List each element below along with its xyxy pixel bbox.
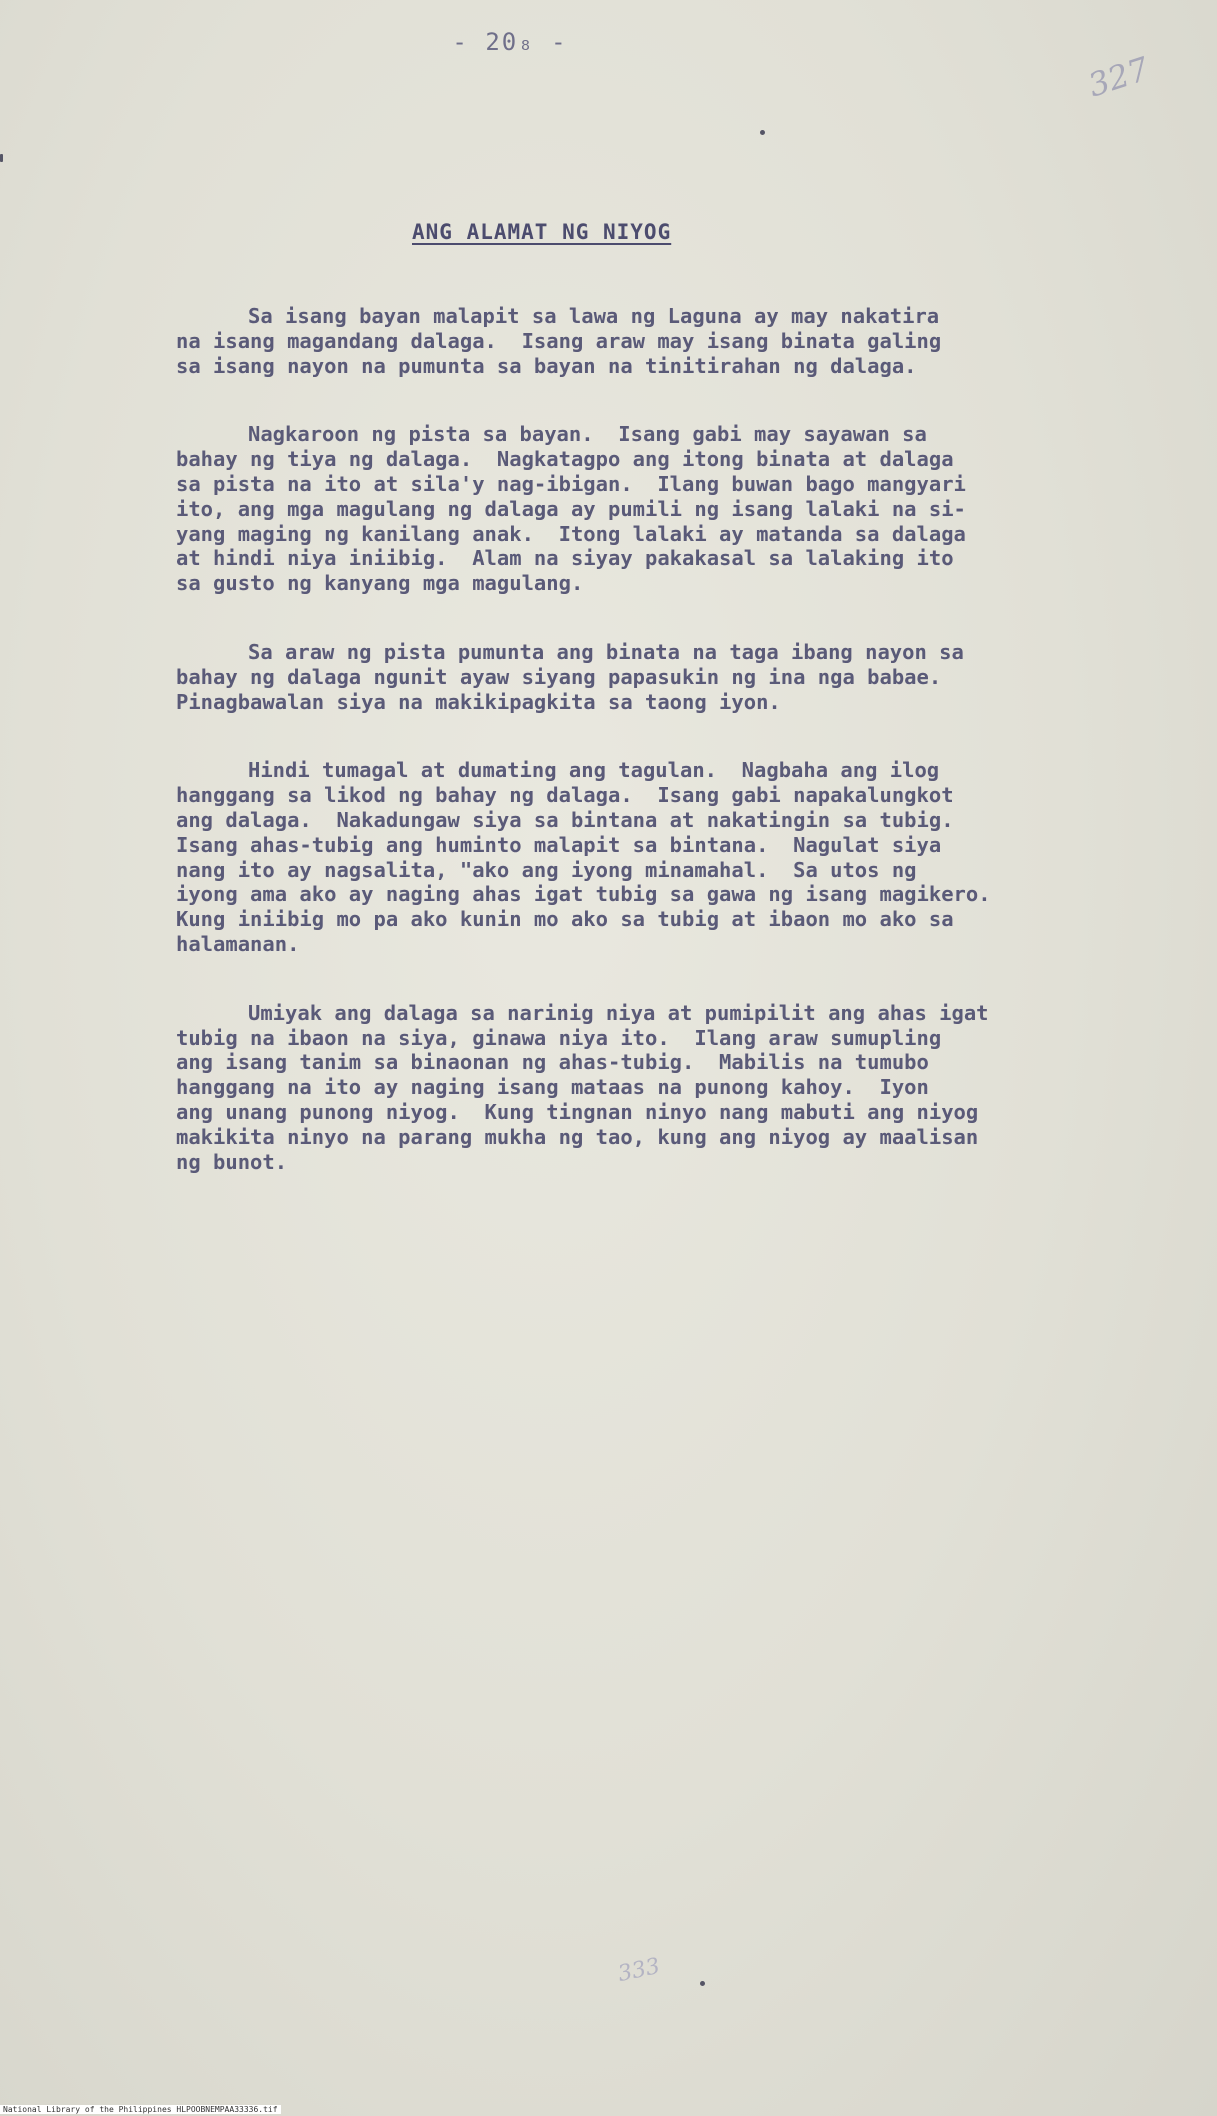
paragraph-4: Hindi tumagal at dumating ang tagulan. Nagbaha ang ilog hanggang sa likod ng bahay ng dalaga. Isang gabi napakalungkot ang dalaga. Nakadungaw siya sa bintana at nakatingin sa tubig. Isang ahas-tubig ang huminto malapit sa bintana. Nagulat siya nang ito ay nagsalita, "ako ang iyong minamahal. Sa utos ng iyong ama ako ay naging ahas igat tubig sa gawa ng isang magikero. Kung iniibig mo pa ako kunin mo ako sa tubig at ibaon mo ako sa halamanan.: [176, 758, 991, 956]
paragraph-2: Nagkaroon ng pista sa bayan. Isang gabi may sayawan sa bahay ng tiya ng dalaga. Nagkatagpo ang itong binata at dalaga sa pista na ito at sila'y nag-ibigan. Ilang buwan bago mangyari ito, ang mga magulang ng dalaga ay pumili ng isang lalaki na si- yang maging ng kanilang anak. Itong lalaki ay matanda sa dalaga at hindi niya iniibig. Alam na siyay pakakasal sa lalaking ito sa gusto ng kanyang mga magulang.: [176, 422, 966, 596]
handwritten-folio-number: 327: [1083, 49, 1154, 105]
page-number: - 20₈ -: [452, 28, 568, 56]
paragraph-3: Sa araw ng pista pumunta ang binata na taga ibang nayon sa bahay ng dalaga ngunit ayaw siyang papasukin ng ina nga babae. Pinagbawalan siya na makikipagkita sa taong iyon.: [176, 639, 964, 714]
ink-speck: [760, 130, 765, 135]
ink-speck: [700, 1981, 705, 1986]
document-title: ANG ALAMAT NG NIYOG: [412, 220, 672, 244]
footer-credit: National Library of the Philippines HLPOOBNEMPAA33336.tif: [0, 2105, 281, 2114]
paragraph-5: Umiyak ang dalaga sa narinig niya at pumipilit ang ahas igat tubig na ibaon na siya, ginawa niya ito. Ilang araw sumupling ang isang tanim sa binaonan ng ahas-tubig. Mabilis na tumubo hanggang na ito ay naging isang mataas na punong kahoy. Iyon ang unang punong niyog. Kung tingnan ninyo nang mabuti ang niyog makikita ninyo na parang mukha ng tao, kung ang niyog ay maalisan ng bunot.: [176, 1000, 989, 1174]
story-body: [176, 304, 1116, 1218]
paragraph-1: Sa isang bayan malapit sa lawa ng Laguna ay may nakatira na isang magandang dalaga. Isang araw may isang binata galing sa isang nayon na pumunta sa bayan na tinitirahan ng dalaga.: [176, 304, 942, 378]
ink-speck: [0, 154, 3, 162]
stamp-number: 333: [615, 1953, 663, 1988]
